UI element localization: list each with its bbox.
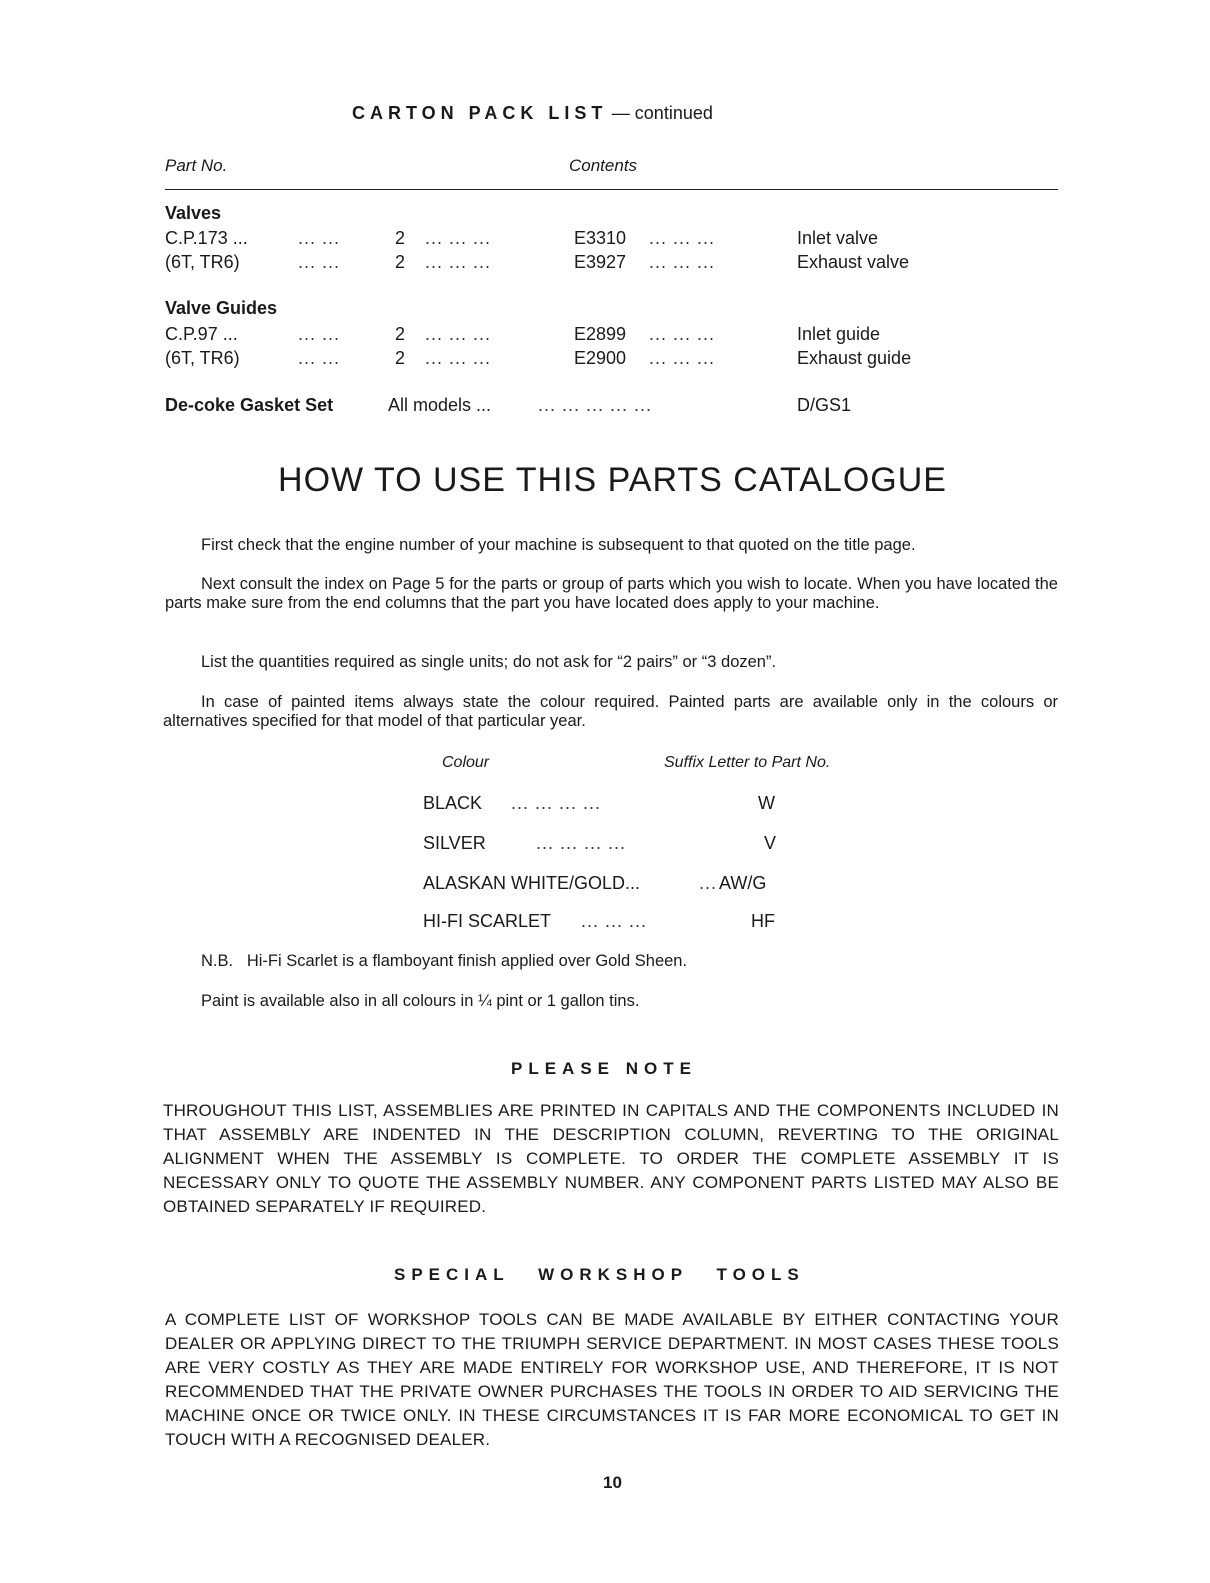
component-code: E3927	[574, 252, 627, 272]
colour-name: BLACK	[423, 793, 483, 813]
leader-dots: ...	[699, 873, 718, 893]
page-number: 10	[603, 1473, 622, 1492]
leader-dots: ... ... ...	[425, 324, 492, 344]
leader-dots: ... ...	[298, 228, 341, 248]
part-number: C.P.97 ...	[165, 324, 238, 344]
leader-dots: ... ... ...	[649, 324, 716, 344]
part-number: (6T, TR6)	[165, 348, 240, 368]
colour-suffix: HF	[751, 911, 775, 931]
colour-suffix: V	[764, 833, 777, 853]
gasket-set-models: All models ...	[388, 395, 492, 415]
component-code: E2899	[574, 324, 627, 344]
colour-name: SILVER	[423, 833, 486, 853]
component-code: E3310	[574, 228, 627, 248]
group-name-valve-guides: Valve Guides	[165, 298, 278, 318]
leader-dots: ... ... ...	[649, 348, 716, 368]
component-description: Exhaust guide	[797, 348, 912, 368]
header-rule	[165, 189, 1058, 190]
howto-paragraph-4: In case of painted items always state the colour required. Painted parts are available only in the colours or alternatives specified for that model of that particular year.	[163, 693, 1058, 730]
carton-heading	[352, 103, 713, 124]
part-number: C.P.173 ...	[165, 228, 248, 248]
colour-name: HI-FI SCARLET	[423, 911, 552, 931]
leader-dots: ... ...	[298, 348, 341, 368]
nb-note: N.B. Hi-Fi Scarlet is a flamboyant finish applied over Gold Sheen.	[201, 952, 688, 970]
gasket-set-code: D/GS1	[797, 395, 852, 415]
howto-title: HOW TO USE THIS PARTS CATALOGUE	[278, 461, 947, 499]
leader-dots: ... ... ... ... ...	[538, 395, 653, 415]
howto-paragraph-1: First check that the engine number of your machine is subsequent to that quoted on the title page.	[201, 536, 916, 554]
leader-dots: ... ...	[298, 324, 341, 344]
quantity: 2	[395, 348, 406, 368]
leader-dots: ... ... ...	[649, 252, 716, 272]
component-description: Inlet guide	[797, 324, 881, 344]
workshop-tools-heading: SPECIAL WORKSHOP TOOLS	[394, 1265, 805, 1284]
leader-dots: ... ... ... ...	[536, 833, 627, 853]
part-number: (6T, TR6)	[165, 252, 240, 272]
gasket-set-name: De-coke Gasket Set	[165, 395, 334, 415]
howto-paragraph-2: Next consult the index on Page 5 for the parts or group of parts which you wish to locate. When you have located the parts make sure from the end columns that the part you have located does apply to your machine.	[165, 575, 1058, 612]
colour-suffix: AW/G	[719, 873, 767, 893]
suffix-column-header: Suffix Letter to Part No.	[664, 754, 831, 771]
paint-note: Paint is available also in all colours in ¼ pint or 1 gallon tins.	[201, 992, 640, 1010]
leader-dots: ... ... ... ...	[511, 793, 602, 813]
quantity: 2	[395, 252, 406, 272]
colour-column-header: Colour	[442, 754, 490, 771]
column-header-part-no: Part No.	[165, 156, 228, 175]
quantity: 2	[395, 324, 406, 344]
howto-paragraph-3: List the quantities required as single units; do not ask for “2 pairs” or “3 dozen”.	[201, 653, 777, 671]
carton-heading-suffix: — continued	[611, 103, 713, 123]
leader-dots: ... ... ...	[649, 228, 716, 248]
leader-dots: ... ...	[298, 252, 341, 272]
carton-heading-title: CARTON PACK LIST	[352, 103, 608, 123]
leader-dots: ... ... ...	[425, 228, 492, 248]
component-description: Inlet valve	[797, 228, 879, 248]
leader-dots: ... ... ...	[425, 348, 492, 368]
please-note-heading: PLEASE NOTE	[511, 1059, 697, 1078]
quantity: 2	[395, 228, 406, 248]
colour-name: ALASKAN WHITE/GOLD...	[423, 873, 641, 893]
component-code: E2900	[574, 348, 627, 368]
please-note-text: THROUGHOUT THIS LIST, ASSEMBLIES ARE PRINTED IN CAPITALS AND THE COMPONENTS INCLUDED IN THAT ASSEMBLY ARE INDENTED IN THE DESCRIPTION COLUMN, REVERTING TO THE ORIGINAL ALIGNMENT WHEN THE ASSEMBLY IS COMPLETE. TO ORDER THE COMPLETE ASSEMBLY IT IS NECESSARY ONLY TO QUOTE THE ASSEMBLY NUMBER. ANY COMPONENT PARTS LISTED MAY ALSO BE OBTAINED SEPARATELY IF REQUIRED.	[163, 1101, 1059, 1216]
column-header-contents: Contents	[569, 156, 638, 175]
leader-dots: ... ... ...	[581, 911, 648, 931]
component-description: Exhaust valve	[797, 252, 910, 272]
leader-dots: ... ... ...	[425, 252, 492, 272]
workshop-tools-text: A COMPLETE LIST OF WORKSHOP TOOLS CAN BE MADE AVAILABLE BY EITHER CONTACTING YOUR DEALER OR APPLYING DIRECT TO THE TRIUMPH SERVICE DEPARTMENT. IN MOST CASES THESE TOOLS ARE VERY COSTLY AS THEY ARE MADE ENTIRELY FOR WORKSHOP USE, AND THEREFORE, IT IS NOT RECOMMENDED THAT THE PRIVATE OWNER PURCHASES THE TOOLS IN ORDER TO AID SERVICING THE MACHINE ONCE OR TWICE ONLY. IN THESE CIRCUMSTANCES IT IS FAR MORE ECONOMICAL TO GET IN TOUCH WITH A RECOGNISED DEALER.	[165, 1310, 1059, 1449]
group-name-valves: Valves	[165, 203, 222, 223]
colour-suffix: W	[758, 793, 775, 813]
